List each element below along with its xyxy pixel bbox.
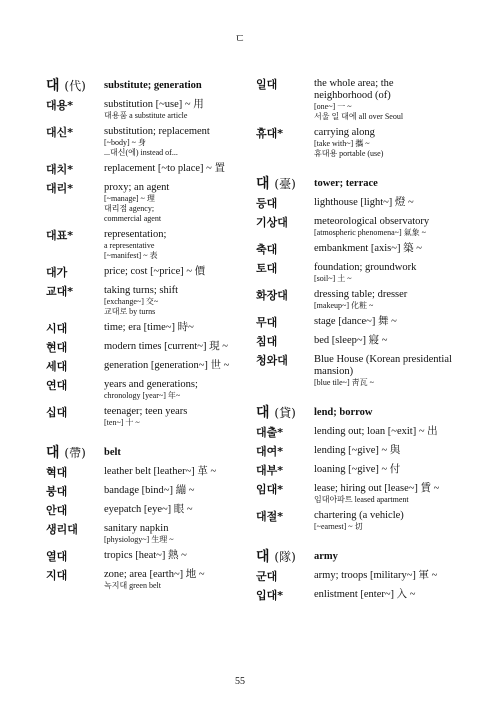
dictionary-entry xyxy=(256,464,452,478)
headword xyxy=(256,289,314,303)
example-line: 녹지대 green belt xyxy=(104,581,161,590)
dictionary-entry xyxy=(46,229,242,261)
right-column xyxy=(256,78,452,608)
example-line: 임대아파트 leased apartment xyxy=(314,495,409,504)
gloss: zone; area [earth~] 地 ~ xyxy=(104,569,205,580)
definition xyxy=(104,229,242,261)
dictionary-entry xyxy=(46,504,242,518)
gloss: chartering (a vehicle) xyxy=(314,510,404,521)
definition xyxy=(314,426,452,438)
headword-text: 침대 xyxy=(256,335,278,348)
definition xyxy=(104,550,242,562)
definition xyxy=(104,445,242,461)
dictionary-entry xyxy=(256,78,452,122)
dictionary-entry xyxy=(46,266,242,280)
headword-text: 임대* xyxy=(256,483,284,496)
example-line: 대용품 a substitute article xyxy=(104,111,188,120)
headword xyxy=(46,485,104,499)
gloss: army xyxy=(314,551,338,562)
headword xyxy=(46,360,104,374)
gloss: eyepatch [eye~] 眼 ~ xyxy=(104,504,193,515)
gloss: teenager; teen years xyxy=(104,406,188,417)
dictionary-entry xyxy=(256,316,452,330)
headword xyxy=(46,285,104,299)
headword-text: 대 xyxy=(256,176,270,192)
headword xyxy=(256,549,314,565)
dictionary-entry xyxy=(256,589,452,603)
definition xyxy=(104,360,242,372)
definition xyxy=(314,216,452,238)
dictionary-entry xyxy=(256,445,452,459)
page-number: 55 xyxy=(235,676,245,687)
definition xyxy=(104,99,242,121)
example-line: 서울 일 대에 all over Seoul xyxy=(314,112,404,121)
headword xyxy=(46,341,104,355)
headword xyxy=(256,589,314,603)
definition xyxy=(314,176,452,192)
gloss: tower; terrace xyxy=(314,178,378,189)
headword-text: 교대* xyxy=(46,285,74,298)
example-line: [~manifest] ~ 表 xyxy=(104,251,158,260)
definition xyxy=(104,485,242,497)
headword-text: 대치* xyxy=(46,163,74,176)
headword xyxy=(46,523,104,537)
example-line: 휴대용 portable (use) xyxy=(314,149,384,158)
section-gap xyxy=(256,537,452,549)
dictionary-entry xyxy=(46,285,242,317)
definition xyxy=(104,523,242,545)
headword-text: 화장대 xyxy=(256,289,288,302)
headword xyxy=(46,163,104,177)
headword xyxy=(256,243,314,257)
definition xyxy=(314,589,452,601)
headword xyxy=(256,335,314,349)
definition xyxy=(314,335,452,347)
gloss: belt xyxy=(104,447,121,458)
headword xyxy=(256,354,314,368)
headword-text: 붕대 xyxy=(46,485,68,498)
headword-text: 기상대 xyxy=(256,216,288,229)
headword xyxy=(256,426,314,440)
headword xyxy=(256,78,314,92)
gloss: loaning [~give] ~ 付 xyxy=(314,464,401,475)
gloss: dressing table; dresser xyxy=(314,289,408,300)
gloss: taking turns; shift xyxy=(104,285,179,296)
headword xyxy=(46,379,104,393)
example-line: chronology [year~] 年~ xyxy=(104,391,181,400)
section-heading xyxy=(46,445,242,461)
gloss: lend; borrow xyxy=(314,407,373,418)
definition xyxy=(104,341,242,353)
gloss: enlistment [enter~] 入 ~ xyxy=(314,589,416,600)
headword xyxy=(46,504,104,518)
gloss: substitution; replacement xyxy=(104,126,210,137)
headword-text: 지대 xyxy=(46,569,68,582)
headword xyxy=(256,510,314,524)
gloss: tropics [heat~] 熱 ~ xyxy=(104,550,187,561)
dictionary-entry xyxy=(256,335,452,349)
definition xyxy=(104,182,242,224)
example-line: 대리점 agency; xyxy=(104,204,155,213)
dictionary-entry xyxy=(256,197,452,211)
headword-text: 대절* xyxy=(256,510,284,523)
dictionary-entry xyxy=(256,289,452,311)
example-line: [exchange~] 交~ xyxy=(104,297,159,306)
gloss: proxy; an agent xyxy=(104,182,170,193)
definition xyxy=(314,510,452,532)
gloss: embankment [axis~] 築 ~ xyxy=(314,243,422,254)
headword-text: 대리* xyxy=(46,182,74,195)
definition xyxy=(104,504,242,516)
example-line: [one~] 一 ~ xyxy=(314,102,352,111)
headword-text: 대 xyxy=(256,549,270,565)
definition xyxy=(314,405,452,421)
headword xyxy=(46,266,104,280)
dictionary-entry xyxy=(46,523,242,545)
section-heading xyxy=(256,176,452,192)
headword-text: 축대 xyxy=(256,243,278,256)
headword-text: 안대 xyxy=(46,504,68,517)
headword xyxy=(256,464,314,478)
dictionary-entry xyxy=(256,483,452,505)
section-heading xyxy=(256,549,452,565)
gloss: lighthouse [light~] 燈 ~ xyxy=(314,197,414,208)
definition xyxy=(314,127,452,159)
dictionary-entry xyxy=(256,510,452,532)
dictionary-entry xyxy=(256,127,452,159)
section-heading xyxy=(46,78,242,94)
hanja-text: (臺) xyxy=(274,177,296,191)
dictionary-entry xyxy=(46,322,242,336)
headword xyxy=(46,229,104,243)
headword-text: 대 xyxy=(256,405,270,421)
definition xyxy=(104,466,242,478)
gloss: modern times [current~] 現 ~ xyxy=(104,341,228,352)
section-gap xyxy=(256,393,452,405)
headword xyxy=(46,550,104,564)
gloss: sanitary napkin xyxy=(104,523,169,534)
example-line: [atmospheric phenomena~] 氣象 ~ xyxy=(314,228,426,237)
dictionary-entry xyxy=(46,163,242,177)
headword-text: 대여* xyxy=(256,445,284,458)
headword xyxy=(256,127,314,141)
definition xyxy=(314,262,452,284)
headword-text: 대출* xyxy=(256,426,284,439)
headword xyxy=(46,182,104,196)
gloss: time; era [time~] 時~ xyxy=(104,322,194,333)
gloss: leather belt [leather~] 革 ~ xyxy=(104,466,217,477)
definition xyxy=(104,163,242,175)
example-line: [~body] ~ 身 xyxy=(104,138,146,147)
headword-text: 대표* xyxy=(46,229,74,242)
gloss: price; cost [~price] ~ 價 xyxy=(104,266,206,277)
example-line: 교대로 by turns xyxy=(104,307,156,316)
example-line: [~manage] ~ 理 xyxy=(104,194,155,203)
headword xyxy=(46,78,104,94)
example-line: [physiology~] 生理 ~ xyxy=(104,535,174,544)
example-line: [blue tile~] 靑瓦 ~ xyxy=(314,378,374,387)
section-heading xyxy=(256,405,452,421)
headword xyxy=(256,197,314,211)
headword xyxy=(46,126,104,140)
headword-text: 대 xyxy=(46,78,60,94)
gloss: generation [generation~] 世 ~ xyxy=(104,360,230,371)
example-line: [ten~] 十 ~ xyxy=(104,418,140,427)
definition xyxy=(104,285,242,317)
example-line: [~earnest] ~ 切 xyxy=(314,522,363,531)
definition xyxy=(104,266,242,278)
headword xyxy=(46,466,104,480)
gloss: replacement [~to place] ~ 置 xyxy=(104,163,225,174)
left-column xyxy=(46,78,242,596)
definition xyxy=(104,569,242,591)
definition xyxy=(314,354,452,388)
headword xyxy=(256,405,314,421)
headword xyxy=(46,569,104,583)
headword xyxy=(256,176,314,192)
dictionary-entry xyxy=(46,126,242,158)
dictionary-entry xyxy=(46,360,242,374)
headword-text: 대 xyxy=(46,445,60,461)
headword xyxy=(256,316,314,330)
headword-text: 대부* xyxy=(256,464,284,477)
headword-text: 입대* xyxy=(256,589,284,602)
headword-text: 현대 xyxy=(46,341,68,354)
definition xyxy=(104,406,242,428)
definition xyxy=(314,243,452,255)
headword-text: 대신* xyxy=(46,126,74,139)
example-line: [makeup~] 化粧 ~ xyxy=(314,301,374,310)
headword-text: 휴대* xyxy=(256,127,284,140)
headword-text: 생리대 xyxy=(46,523,78,536)
headword-text: 군대 xyxy=(256,570,278,583)
dictionary-entry xyxy=(46,466,242,480)
hanja-text: (貸) xyxy=(274,406,296,420)
headword-text: 일대 xyxy=(256,78,278,91)
definition xyxy=(104,78,242,94)
headword xyxy=(256,483,314,497)
headword-text: 대가 xyxy=(46,266,68,279)
headword-text: 십대 xyxy=(46,406,68,419)
headword xyxy=(46,445,104,461)
gloss: substitution [~use] ~ 用 xyxy=(104,99,204,110)
headword-text: 등대 xyxy=(256,197,278,210)
dictionary-entry xyxy=(256,570,452,584)
gloss: bed [sleep~] 寢 ~ xyxy=(314,335,388,346)
headword xyxy=(256,262,314,276)
gloss: the whole area; the neighborhood (of) xyxy=(314,78,394,101)
definition xyxy=(314,316,452,328)
definition xyxy=(314,570,452,582)
dictionary-entry xyxy=(256,216,452,238)
dictionary-entry xyxy=(46,379,242,401)
headword-text: 대용* xyxy=(46,99,74,112)
dictionary-entry xyxy=(46,341,242,355)
dictionary-entry xyxy=(46,99,242,121)
headword-text: 무대 xyxy=(256,316,278,329)
gloss: foundation; groundwork xyxy=(314,262,417,273)
definition xyxy=(104,379,242,401)
dictionary-entry xyxy=(46,569,242,591)
page-header-letter: ㄷ xyxy=(234,32,246,45)
headword xyxy=(46,406,104,420)
example-line: ...대신(에) instead of... xyxy=(104,148,178,157)
section-gap xyxy=(256,164,452,176)
gloss: army; troops [military~] 軍 ~ xyxy=(314,570,438,581)
headword-text: 시대 xyxy=(46,322,68,335)
dictionary-entry xyxy=(46,550,242,564)
example-line: a representative xyxy=(104,241,155,250)
definition xyxy=(314,483,452,505)
example-line: [take with~] 攜 ~ xyxy=(314,139,370,148)
headword-text: 열대 xyxy=(46,550,68,563)
gloss: lease; hiring out [lease~] 賃 ~ xyxy=(314,483,440,494)
headword xyxy=(46,322,104,336)
gloss: lending out; loan [~exit] ~ 出 xyxy=(314,426,438,437)
gloss: Blue House (Korean presidential mansion) xyxy=(314,354,452,377)
headword-text: 청와대 xyxy=(256,354,288,367)
definition xyxy=(314,78,452,122)
definition xyxy=(314,445,452,457)
dictionary-entry xyxy=(256,262,452,284)
headword-text: 혁대 xyxy=(46,466,68,479)
headword-text: 세대 xyxy=(46,360,68,373)
dictionary-entry xyxy=(46,406,242,428)
headword xyxy=(256,570,314,584)
headword xyxy=(256,445,314,459)
gloss: substitute; generation xyxy=(104,80,202,91)
example-line: commercial agent xyxy=(104,214,162,223)
headword xyxy=(256,216,314,230)
definition xyxy=(314,197,452,209)
gloss: meteorological observatory xyxy=(314,216,430,227)
gloss: lending [~give] ~ 與 xyxy=(314,445,401,456)
definition xyxy=(104,126,242,158)
gloss: years and generations; xyxy=(104,379,198,390)
definition xyxy=(104,322,242,334)
gloss: bandage [bind~] 繃 ~ xyxy=(104,485,195,496)
gloss: representation; xyxy=(104,229,167,240)
dictionary-entry xyxy=(256,426,452,440)
dictionary-entry xyxy=(46,485,242,499)
dictionary-entry xyxy=(256,243,452,257)
gloss: carrying along xyxy=(314,127,375,138)
example-line: [soil~] 土 ~ xyxy=(314,274,352,283)
hanja-text: (代) xyxy=(64,79,86,93)
definition xyxy=(314,549,452,565)
hanja-text: (帶) xyxy=(64,446,86,460)
gloss: stage [dance~] 舞 ~ xyxy=(314,316,397,327)
definition xyxy=(314,289,452,311)
hanja-text: (隊) xyxy=(274,550,296,564)
section-gap xyxy=(46,433,242,445)
headword-text: 연대 xyxy=(46,379,68,392)
dictionary-entry xyxy=(46,182,242,224)
dictionary-entry xyxy=(256,354,452,388)
headword-text: 토대 xyxy=(256,262,278,275)
definition xyxy=(314,464,452,476)
headword xyxy=(46,99,104,113)
